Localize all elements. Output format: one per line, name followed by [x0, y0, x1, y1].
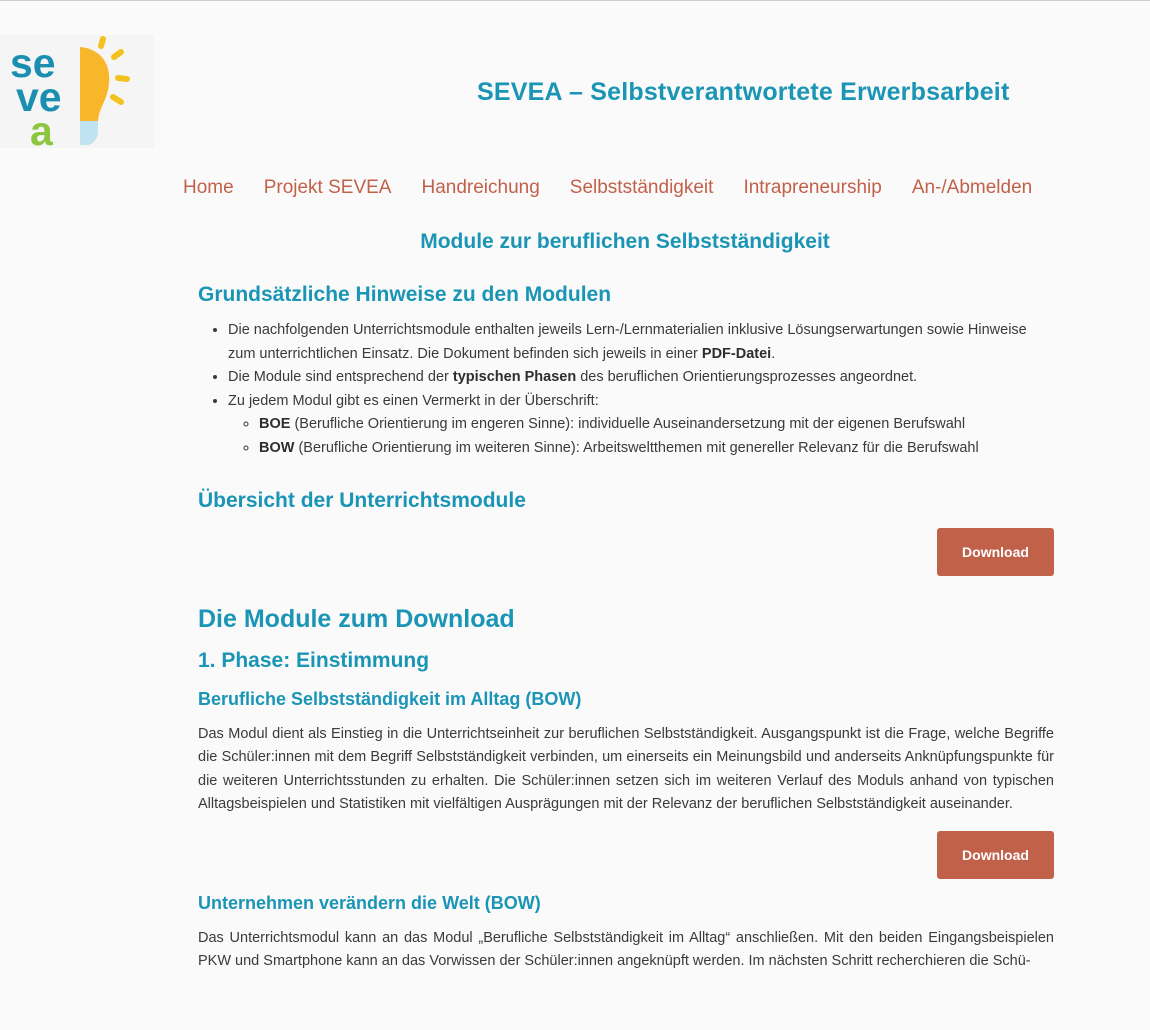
nav-projekt-sevea[interactable]: Projekt SEVEA: [263, 177, 392, 198]
lightbulb-icon: [0, 35, 154, 148]
uebersicht-download-row: [198, 528, 1054, 576]
bow-label: BOW: [259, 439, 295, 456]
site-title[interactable]: SEVEA – Selbstverantwortete Erwerbsarbeit: [477, 78, 1010, 106]
svg-text:ve: ve: [16, 74, 62, 120]
svg-text:a: a: [30, 108, 53, 148]
hinweise-item2-bold: typischen Phasen: [452, 369, 577, 385]
list-item: [228, 390, 1054, 461]
module2-description: Das Unterrichtsmodul kann an das Modul „Berufliche Selbstständigkeit im Alltag“ anschließen. Mit den beiden Eingangsbeispielen PKW und Smartphone kann an das Vorwissen der Schüler:innen angeknüpft werden. Im nächsten Schritt recherchieren die Schü-: [198, 930, 1054, 970]
module2-heading: Unternehmen verändern die Welt (BOW): [198, 893, 541, 914]
sevea-logo[interactable]: [0, 35, 154, 148]
list-item: [228, 319, 1054, 366]
module1-download-row: [198, 831, 1054, 879]
top-border: [0, 0, 1150, 1]
hinweise-list: [198, 319, 1054, 460]
svg-text:se: se: [10, 40, 56, 86]
nav-an-abmelden[interactable]: An-/Abmelden: [911, 177, 1033, 198]
phase1-heading: 1. Phase: Einstimmung: [198, 649, 430, 672]
nav-handreichung[interactable]: Handreichung: [421, 177, 540, 198]
module1-heading: Berufliche Selbstständigkeit im Alltag (BOW): [198, 689, 582, 709]
module1-download-button[interactable]: Download: [937, 831, 1054, 879]
downloads-heading: Die Module zum Download: [198, 605, 515, 633]
list-item: [228, 366, 1054, 390]
hinweise-item2-pre: Die Module sind entsprechend der: [228, 369, 453, 385]
hinweise-heading: Grundsätzliche Hinweise zu den Modulen: [198, 283, 612, 306]
boe-label: BOE: [259, 416, 291, 432]
bow-text: (Berufliche Orientierung im weiteren Sinne): Arbeitsweltthemen mit genereller Relevanz für die Berufswahl: [294, 439, 979, 456]
boe-text: (Berufliche Orientierung im engeren Sinne): individuelle Auseinandersetzung mit der eigenen Berufswahl: [290, 416, 966, 432]
list-item: [259, 437, 1054, 461]
module1-description: Das Modul dient als Einstieg in die Unterrichtseinheit zur beruflichen Selbstständigkeit. Ausgangspunkt ist die Frage, welche Begriffe die Schüler:innen mit dem Begriff Selbstständigkeit verbinden, um einerseits ein Meinungsbild und anderseits Anknüpfungspunkte für die weiteren Unterrichtsstunden zu erhalten. Die Schüler:innen setzen sich im weiteren Verlauf des Moduls anhand von typischen Alltagsbeispielen und Statistiken mit vielfältigen Ausprägungen mit der Relevanz der beruflichen Selbstständigkeit auseinander.: [198, 726, 1054, 812]
main-content: [198, 280, 1054, 974]
nav-home[interactable]: Home: [183, 177, 234, 198]
hinweise-item1-bold: PDF-Datei: [701, 345, 772, 362]
page-title: Module zur beruflichen Selbstständigkeit: [420, 230, 830, 253]
list-item: [259, 413, 1054, 437]
hinweise-sublist: [228, 413, 1054, 460]
hinweise-item1-text: Die nachfolgenden Unterrichtsmodule enthalten jeweils Lern-/Lernmaterialien inklusive Lösungserwartungen sowie Hinweise zum unterrichtlichen Einsatz. Die Dokument befinden sich jeweils in einer: [228, 322, 1027, 362]
uebersicht-download-button[interactable]: Download: [937, 528, 1054, 576]
main-nav: [183, 177, 1032, 199]
nav-selbststaendigkeit[interactable]: Selbstständigkeit: [569, 177, 714, 198]
hinweise-item3-text: Zu jedem Modul gibt es einen Vermerkt in der Überschrift:: [228, 392, 599, 409]
hinweise-item2-post: des beruflichen Orientierungsprozesses angeordnet.: [576, 369, 918, 385]
nav-intrapreneurship[interactable]: Intrapreneurship: [743, 177, 882, 198]
uebersicht-heading: Übersicht der Unterrichtsmodule: [198, 489, 526, 512]
hinweise-item1-end: .: [771, 345, 776, 362]
